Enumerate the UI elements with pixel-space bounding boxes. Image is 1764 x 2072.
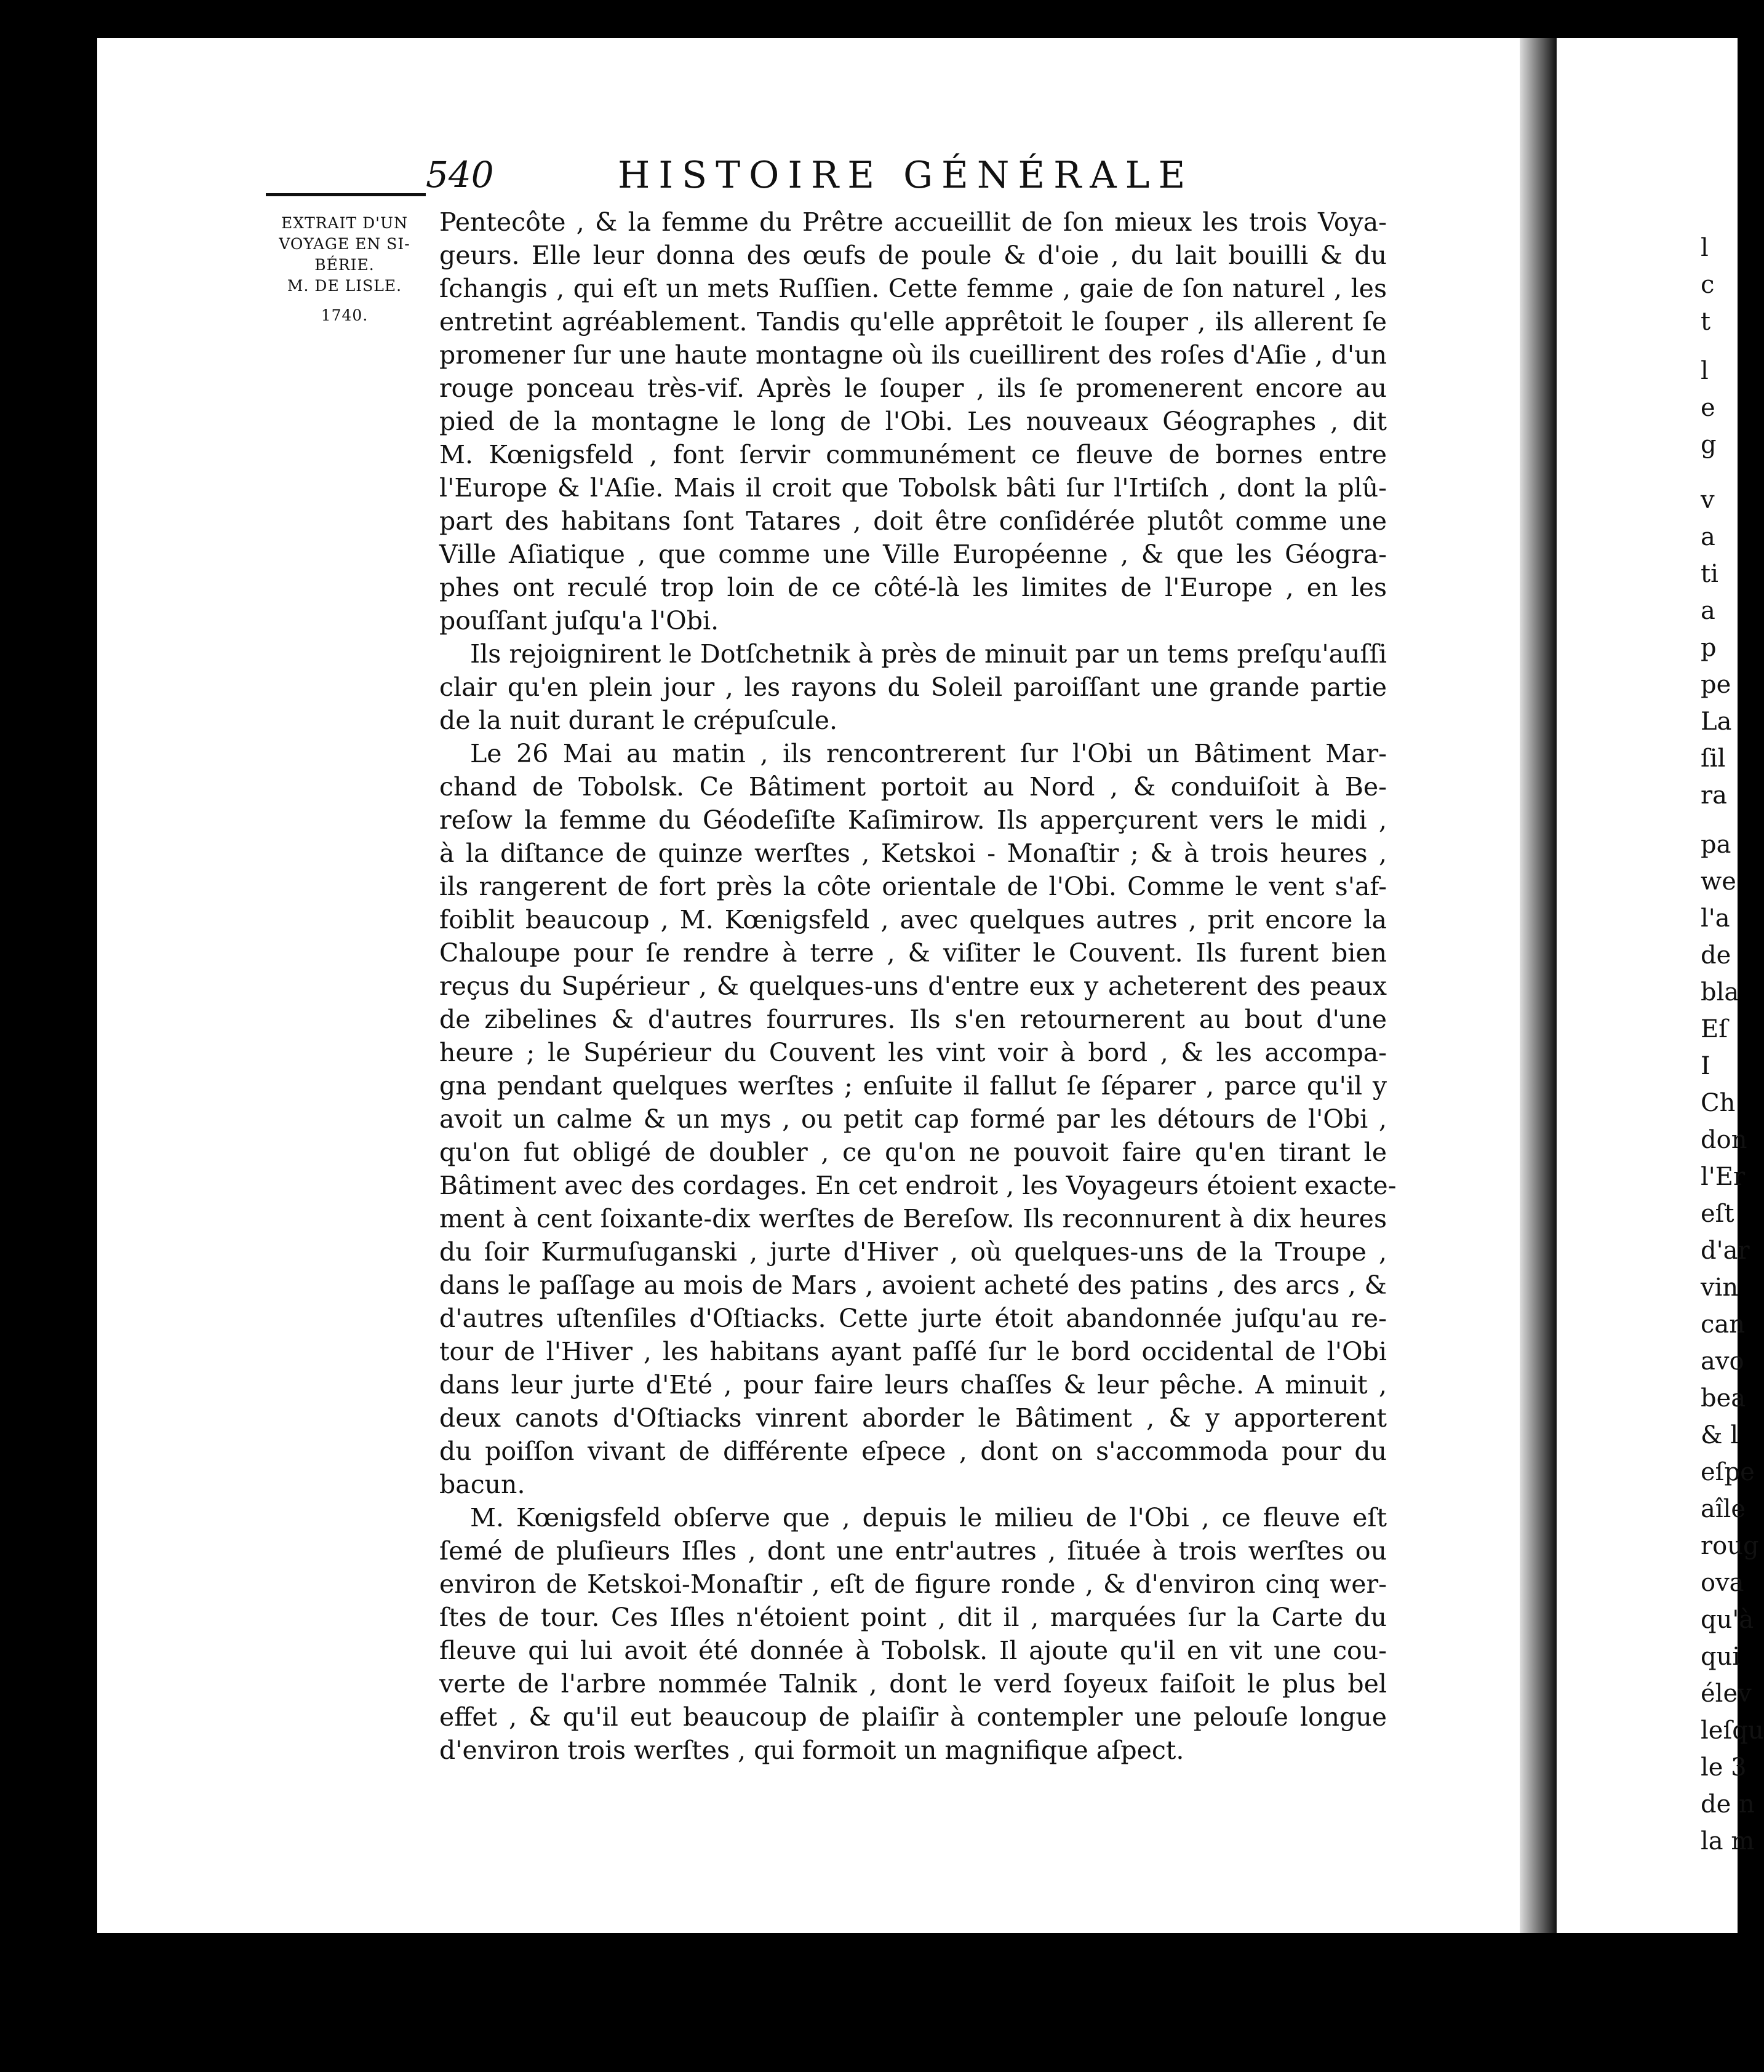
right-page-fragment: avo [1701, 1347, 1744, 1376]
right-page-fragment: g [1701, 431, 1717, 459]
text-line: à la diſtance de quinze werſtes , Ketskoi - Monaſtir ; & à trois heures , [439, 839, 1387, 868]
right-page-fragment: de n [1701, 1790, 1755, 1819]
page-number: 540 [426, 154, 494, 196]
text-line: promener ſur une haute montagne où ils cueillirent des roſes d'Aſie , d'un [439, 340, 1387, 370]
marginal-note-line: VOYAGE EN SI- [279, 235, 410, 253]
right-page-fragment: Eſ [1701, 1015, 1728, 1043]
right-page-fragment: eſt [1701, 1200, 1734, 1228]
text-line: du ſoir Kurmuſuganski , jurte d'Hiver , où quelques-uns de la Troupe , [439, 1237, 1387, 1267]
right-page-fragment: c [1701, 271, 1715, 299]
text-line: ils rangerent de fort près la côte orientale de l'Obi. Comme le vent s'af- [439, 872, 1387, 901]
right-page-fragment: we [1701, 867, 1736, 896]
right-page-fragment: aîle [1701, 1495, 1746, 1523]
running-title: HISTOIRE GÉNÉRALE [618, 154, 1194, 197]
text-line: Bâtiment avec des cordages. En cet endroit , les Voyageurs étoient exacte- [439, 1171, 1397, 1200]
text-line: Ils rejoignirent le Dotſchetnik à près de minuit par un tems preſqu'auſſi [470, 639, 1387, 669]
paragraph [439, 737, 1397, 1501]
right-page-fragment: l'a [1701, 904, 1730, 933]
right-page-fragment: eſpe [1701, 1458, 1755, 1486]
right-page-fragment: t [1701, 308, 1711, 336]
text-line: Chaloupe pour ſe rendre à terre , & viſiter le Couvent. Ils furent bien [439, 938, 1387, 968]
book-gutter [1520, 38, 1557, 1933]
right-page-fragment: bla [1701, 978, 1739, 1006]
right-page-fragment: d'ar [1701, 1237, 1750, 1265]
text-line: part des habitans ſont Tatares , doit être conſidérée plutôt comme une [439, 506, 1387, 536]
text-line: bacun. [439, 1470, 525, 1499]
text-line: gna pendant quelques werſtes ; enſuite il fallut ſe ſéparer , parce qu'il y [439, 1071, 1387, 1101]
header-rule [266, 193, 426, 196]
right-page-fragment: & l [1701, 1421, 1739, 1449]
right-page-fragment: p [1701, 634, 1717, 662]
right-page-fragment: élev [1701, 1680, 1752, 1708]
text-line: dans leur jurte d'Eté , pour faire leurs chaſſes & leur pêche. A minuit , [439, 1370, 1387, 1400]
right-page-fragment: qui [1701, 1643, 1741, 1671]
right-page-fragment: bea [1701, 1384, 1746, 1413]
text-line: phes ont reculé trop loin de ce côté-là les limites de l'Europe , en les [439, 573, 1387, 602]
text-line: l'Europe & l'Aſie. Mais il croit que Tobolsk bâti ſur l'Irtiſch , dont la plû- [439, 473, 1387, 503]
right-page-fragment: ra [1701, 781, 1727, 810]
text-line: avoit un calme & un mys , ou petit cap formé par les détours de l'Obi , [439, 1104, 1387, 1134]
text-line: du poiſſon vivant de différente eſpece , dont on s'accommoda pour du [439, 1436, 1387, 1466]
right-page-fragment: a [1701, 597, 1715, 625]
text-line: Le 26 Mai au matin , ils rencontrerent ſur l'Obi un Bâtiment Mar- [470, 739, 1387, 768]
text-line: reçus du Supérieur , & quelques-uns d'entre eux y acheterent des peaux [439, 971, 1387, 1001]
paragraph [439, 205, 1387, 637]
right-page-fragment: La [1701, 707, 1732, 736]
text-line: environ de Ketskoi-Monaſtir , eſt de figure ronde , & d'environ cinq wer- [439, 1569, 1387, 1599]
right-page-fragment: ſil [1701, 744, 1726, 773]
right-page-fragment: de [1701, 941, 1731, 970]
right-page-fragment: pa [1701, 831, 1731, 859]
text-line: Pentecôte , & la femme du Prêtre accueillit de ſon mieux les trois Voya- [439, 207, 1387, 237]
marginal-note-line: EXTRAIT D'UN [281, 214, 408, 232]
right-page-fragment: ova [1701, 1569, 1744, 1597]
right-page-fragment: qu'à [1701, 1606, 1754, 1634]
text-line: pied de la montagne le long de l'Obi. Les nouveaux Géographes , dit [439, 407, 1387, 436]
right-page-fragment: can [1701, 1310, 1746, 1339]
text-line: geurs. Elle leur donna des œufs de poule & d'oie , du lait bouilli & du [439, 241, 1387, 270]
right-page-fragment: a [1701, 523, 1715, 551]
text-line: de la nuit durant le crépuſcule. [439, 706, 838, 735]
right-page-fragment: don [1701, 1126, 1747, 1154]
text-line: ſtes de tour. Ces Iſles n'étoient point , dit il , marquées ſur la Carte du [439, 1603, 1387, 1632]
paragraph [439, 1501, 1387, 1767]
text-line: reſow la femme du Géodeſiſte Kaſimirow. Ils apperçurent vers le midi , [439, 805, 1387, 835]
marginal-note-line: M. DE LISLE. [287, 277, 402, 295]
right-page-fragment: roug [1701, 1532, 1759, 1560]
body-text [439, 205, 1397, 1767]
text-line: entretint agréablement. Tandis qu'elle apprêtoit le ſouper , ils allerent ſe [439, 307, 1387, 337]
text-line: verte de l'arbre nommée Talnik , dont le verd ſoyeux faiſoit le plus bel [439, 1669, 1387, 1699]
right-page-fragment: Ch [1701, 1089, 1736, 1117]
text-line: qu'on fut obligé de doubler , ce qu'on ne pouvoit faire qu'en tirant le [439, 1138, 1387, 1167]
text-line: M. Kœnigsfeld , font ſervir communément ce fleuve de bornes entre [439, 440, 1387, 469]
text-line: chand de Tobolsk. Ce Bâtiment portoit au Nord , & conduiſoit à Be- [439, 772, 1387, 802]
right-page-fragment: ti [1701, 560, 1718, 588]
marginal-note-line: BÉRIE. [314, 256, 375, 274]
text-line: d'autres uſtenſiles d'Oſtiacks. Cette jurte étoit abandonnée juſqu'au re- [439, 1304, 1387, 1333]
text-line: tour de l'Hiver , les habitans ayant paſſé ſur le bord occidental de l'Obi [439, 1337, 1387, 1366]
text-line: dans le paſſage au mois de Mars , avoient acheté des patins , des arcs , & [439, 1270, 1387, 1300]
right-page-fragment: le 3 [1701, 1753, 1747, 1782]
right-page-fragment: pe [1701, 671, 1731, 699]
marginal-note-line: 1740. [321, 306, 369, 324]
text-line: rouge ponceau très-vif. Après le ſouper , ils ſe promenerent encore au [439, 373, 1387, 403]
text-line: ſchangis , qui eſt un mets Ruſſien. Cette femme , gaie de ſon naturel , les [439, 274, 1387, 303]
text-line: heure ; le Supérieur du Couvent les vint voir à bord , & les accompa- [439, 1038, 1387, 1067]
text-line: d'environ trois werſtes , qui formoit un magnifique aſpect. [439, 1735, 1184, 1765]
text-line: foiblit beaucoup , M. Kœnigsfeld , avec quelques autres , prit encore la [439, 905, 1387, 934]
paragraph [439, 637, 1387, 737]
text-line: ſemé de pluſieurs Iſles , dont une entr'autres , ſituée à trois werſtes ou [439, 1536, 1387, 1566]
marginal-note [263, 213, 426, 326]
text-line: effet , & qu'il eut beaucoup de plaiſir à contempler une pelouſe longue [439, 1702, 1387, 1732]
right-page-fragment: e [1701, 394, 1715, 422]
right-page-fragment: vin [1701, 1273, 1739, 1302]
text-line: de zibelines & d'autres fourrures. Ils s'en retournerent au bout d'une [439, 1005, 1387, 1034]
text-line: M. Kœnigsfeld obſerve que , depuis le milieu de l'Obi , ce fleuve eſt [470, 1503, 1387, 1532]
right-page-fragment: I [1701, 1052, 1710, 1080]
text-line: ment à cent ſoixante-dix werſtes de Bereſow. Ils reconnurent à dix heures [439, 1204, 1387, 1233]
right-page-fragment: la m [1701, 1827, 1755, 1855]
right-page-fragment: l [1701, 357, 1709, 385]
text-line: Ville Aſiatique , que comme une Ville Européenne , & que les Géogra- [439, 540, 1387, 569]
right-page-fragment: v [1701, 486, 1715, 514]
text-line: fleuve qui lui avoit été donnée à Tobolsk. Il ajoute qu'il en vit une cou- [439, 1636, 1387, 1665]
right-page-fragment: l [1701, 234, 1709, 262]
right-page-fragment: leſqu [1701, 1716, 1764, 1745]
text-line: deux canots d'Oſtiacks vinrent aborder le Bâtiment , & y apporterent [439, 1403, 1387, 1433]
text-line: pouſſant juſqu'a l'Obi. [439, 606, 719, 636]
right-page-fragment: l'Er [1701, 1163, 1746, 1191]
text-line: clair qu'en plein jour , les rayons du Soleil paroiſſant une grande partie [439, 672, 1387, 702]
